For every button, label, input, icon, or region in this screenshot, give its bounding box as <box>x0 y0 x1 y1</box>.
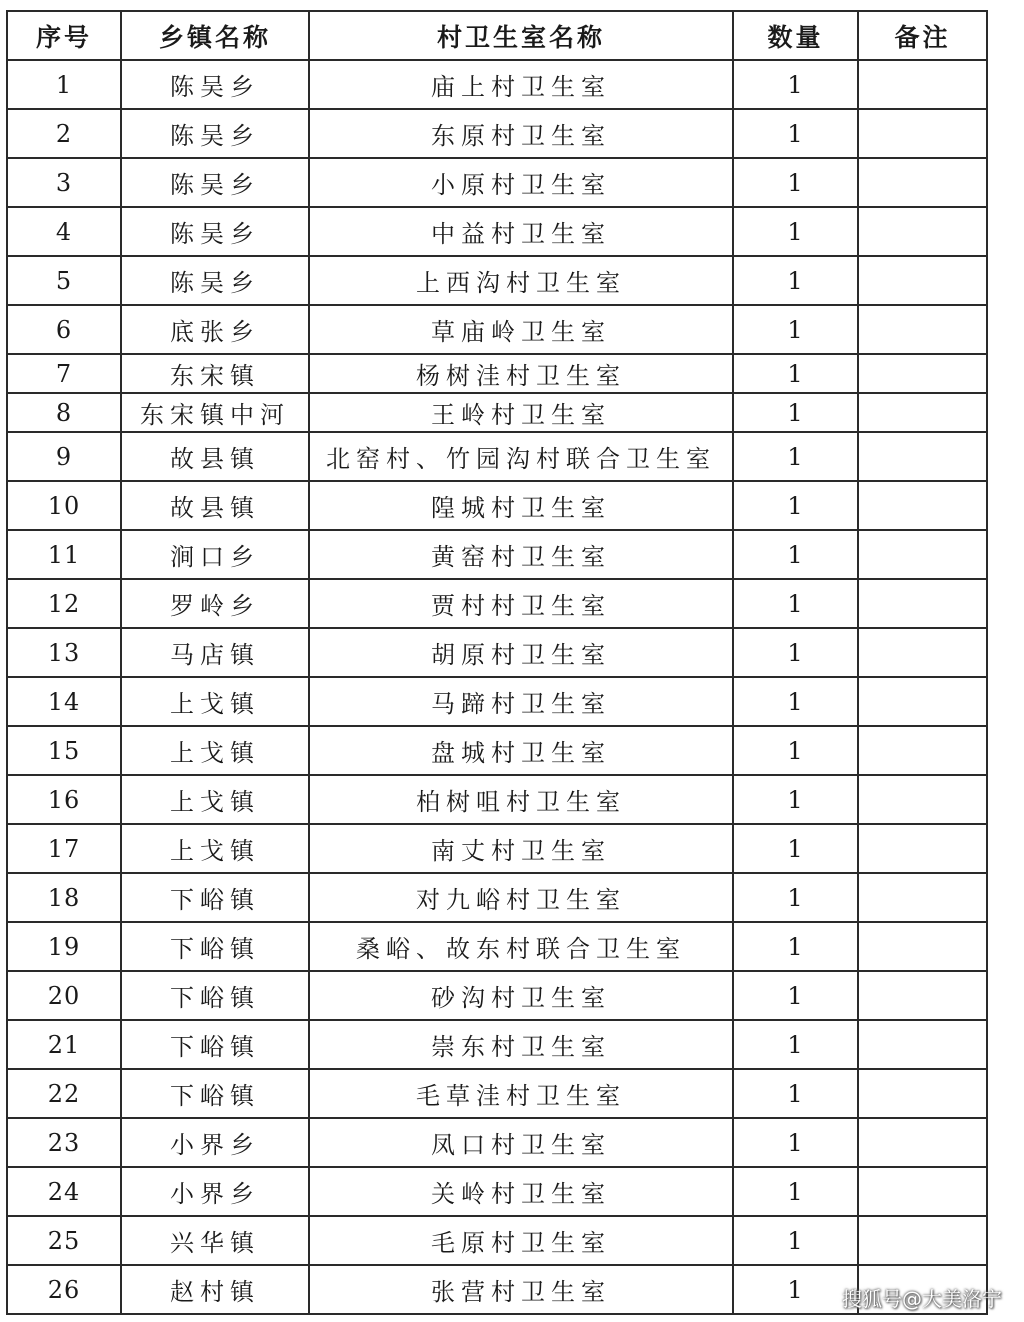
cell-serial: 24 <box>7 1167 121 1216</box>
cell-quantity: 1 <box>733 873 858 922</box>
header-clinic: 村卫生室名称 <box>309 11 733 60</box>
cell-town: 上戈镇 <box>121 775 309 824</box>
cell-note <box>858 628 987 677</box>
table-row <box>7 726 987 775</box>
table-row <box>7 677 987 726</box>
cell-serial: 20 <box>7 971 121 1020</box>
cell-quantity: 1 <box>733 726 858 775</box>
table-row <box>7 579 987 628</box>
table-row <box>7 207 987 256</box>
cell-clinic: 庙上村卫生室 <box>309 60 733 109</box>
cell-town: 下峪镇 <box>121 971 309 1020</box>
cell-quantity: 1 <box>733 1118 858 1167</box>
cell-clinic: 南丈村卫生室 <box>309 824 733 873</box>
cell-clinic: 柏树咀村卫生室 <box>309 775 733 824</box>
table-row <box>7 824 987 873</box>
table-row <box>7 60 987 109</box>
cell-clinic: 张营村卫生室 <box>309 1265 733 1314</box>
cell-note <box>858 726 987 775</box>
cell-serial: 17 <box>7 824 121 873</box>
cell-serial: 14 <box>7 677 121 726</box>
table-row <box>7 256 987 305</box>
table-row <box>7 1265 987 1314</box>
cell-quantity: 1 <box>733 109 858 158</box>
table-row <box>7 922 987 971</box>
cell-quantity: 1 <box>733 775 858 824</box>
cell-town: 下峪镇 <box>121 922 309 971</box>
table-row <box>7 1216 987 1265</box>
cell-town: 陈吴乡 <box>121 60 309 109</box>
cell-note <box>858 922 987 971</box>
cell-note <box>858 1118 987 1167</box>
cell-note <box>858 824 987 873</box>
clinic-table <box>6 10 988 1315</box>
cell-quantity: 1 <box>733 971 858 1020</box>
cell-note <box>858 481 987 530</box>
table-row <box>7 1118 987 1167</box>
cell-clinic: 小原村卫生室 <box>309 158 733 207</box>
cell-serial: 26 <box>7 1265 121 1314</box>
cell-serial: 12 <box>7 579 121 628</box>
cell-note <box>858 256 987 305</box>
cell-serial: 3 <box>7 158 121 207</box>
cell-town: 罗岭乡 <box>121 579 309 628</box>
cell-note <box>858 677 987 726</box>
cell-town: 故县镇 <box>121 481 309 530</box>
cell-quantity: 1 <box>733 256 858 305</box>
cell-serial: 18 <box>7 873 121 922</box>
table-row <box>7 158 987 207</box>
cell-town: 东宋镇中河 <box>121 393 309 432</box>
cell-note <box>858 1069 987 1118</box>
cell-note <box>858 354 987 393</box>
cell-quantity: 1 <box>733 1020 858 1069</box>
cell-clinic: 隍城村卫生室 <box>309 481 733 530</box>
cell-clinic: 马蹄村卫生室 <box>309 677 733 726</box>
table-row <box>7 530 987 579</box>
cell-note <box>858 305 987 354</box>
cell-quantity: 1 <box>733 158 858 207</box>
cell-town: 上戈镇 <box>121 677 309 726</box>
table-row <box>7 1069 987 1118</box>
cell-serial: 13 <box>7 628 121 677</box>
header-quantity: 数量 <box>733 11 858 60</box>
cell-note <box>858 60 987 109</box>
cell-clinic: 杨树洼村卫生室 <box>309 354 733 393</box>
header-row <box>7 11 987 60</box>
cell-town: 上戈镇 <box>121 726 309 775</box>
cell-town: 陈吴乡 <box>121 158 309 207</box>
cell-serial: 1 <box>7 60 121 109</box>
cell-note <box>858 109 987 158</box>
table-row <box>7 1020 987 1069</box>
cell-serial: 22 <box>7 1069 121 1118</box>
cell-quantity: 1 <box>733 393 858 432</box>
cell-note <box>858 873 987 922</box>
table-row <box>7 873 987 922</box>
table-row <box>7 393 987 432</box>
cell-serial: 19 <box>7 922 121 971</box>
cell-town: 陈吴乡 <box>121 256 309 305</box>
cell-note <box>858 1167 987 1216</box>
cell-clinic: 毛原村卫生室 <box>309 1216 733 1265</box>
cell-quantity: 1 <box>733 677 858 726</box>
table-row <box>7 432 987 481</box>
cell-town: 小界乡 <box>121 1118 309 1167</box>
cell-quantity: 1 <box>733 305 858 354</box>
cell-town: 底张乡 <box>121 305 309 354</box>
table-row <box>7 481 987 530</box>
cell-clinic: 凤口村卫生室 <box>309 1118 733 1167</box>
cell-note <box>858 530 987 579</box>
cell-town: 陈吴乡 <box>121 109 309 158</box>
cell-quantity: 1 <box>733 354 858 393</box>
cell-serial: 2 <box>7 109 121 158</box>
cell-town: 马店镇 <box>121 628 309 677</box>
cell-quantity: 1 <box>733 1265 858 1314</box>
cell-note <box>858 1020 987 1069</box>
cell-serial: 9 <box>7 432 121 481</box>
cell-serial: 23 <box>7 1118 121 1167</box>
cell-town: 赵村镇 <box>121 1265 309 1314</box>
cell-clinic: 关岭村卫生室 <box>309 1167 733 1216</box>
cell-note <box>858 432 987 481</box>
cell-town: 兴华镇 <box>121 1216 309 1265</box>
cell-quantity: 1 <box>733 628 858 677</box>
header-serial: 序号 <box>7 11 121 60</box>
cell-quantity: 1 <box>733 207 858 256</box>
cell-quantity: 1 <box>733 481 858 530</box>
cell-serial: 11 <box>7 530 121 579</box>
cell-serial: 6 <box>7 305 121 354</box>
cell-town: 上戈镇 <box>121 824 309 873</box>
cell-clinic: 贾村村卫生室 <box>309 579 733 628</box>
cell-clinic: 中益村卫生室 <box>309 207 733 256</box>
cell-clinic: 毛草洼村卫生室 <box>309 1069 733 1118</box>
table-body <box>7 60 987 1314</box>
cell-note <box>858 579 987 628</box>
header-town: 乡镇名称 <box>121 11 309 60</box>
cell-clinic: 胡原村卫生室 <box>309 628 733 677</box>
table-row <box>7 305 987 354</box>
cell-town: 东宋镇 <box>121 354 309 393</box>
cell-clinic: 北窑村、竹园沟村联合卫生室 <box>309 432 733 481</box>
cell-quantity: 1 <box>733 1069 858 1118</box>
cell-clinic: 上西沟村卫生室 <box>309 256 733 305</box>
cell-town: 小界乡 <box>121 1167 309 1216</box>
cell-town: 故县镇 <box>121 432 309 481</box>
cell-serial: 8 <box>7 393 121 432</box>
cell-serial: 4 <box>7 207 121 256</box>
header-note: 备注 <box>858 11 987 60</box>
cell-clinic: 盘城村卫生室 <box>309 726 733 775</box>
cell-serial: 15 <box>7 726 121 775</box>
cell-quantity: 1 <box>733 530 858 579</box>
cell-quantity: 1 <box>733 1167 858 1216</box>
cell-note <box>858 393 987 432</box>
table-row <box>7 109 987 158</box>
cell-note <box>858 158 987 207</box>
cell-quantity: 1 <box>733 60 858 109</box>
table-row <box>7 1167 987 1216</box>
table-row <box>7 354 987 393</box>
table-row <box>7 775 987 824</box>
cell-serial: 5 <box>7 256 121 305</box>
cell-town: 陈吴乡 <box>121 207 309 256</box>
cell-quantity: 1 <box>733 1216 858 1265</box>
cell-note <box>858 775 987 824</box>
cell-note <box>858 207 987 256</box>
cell-clinic: 黄窑村卫生室 <box>309 530 733 579</box>
cell-town: 涧口乡 <box>121 530 309 579</box>
cell-serial: 21 <box>7 1020 121 1069</box>
cell-town: 下峪镇 <box>121 873 309 922</box>
cell-note <box>858 1216 987 1265</box>
cell-clinic: 王岭村卫生室 <box>309 393 733 432</box>
cell-quantity: 1 <box>733 579 858 628</box>
cell-serial: 16 <box>7 775 121 824</box>
cell-serial: 7 <box>7 354 121 393</box>
cell-clinic: 砂沟村卫生室 <box>309 971 733 1020</box>
cell-note <box>858 971 987 1020</box>
cell-clinic: 对九峪村卫生室 <box>309 873 733 922</box>
cell-clinic: 桑峪、故东村联合卫生室 <box>309 922 733 971</box>
cell-town: 下峪镇 <box>121 1020 309 1069</box>
cell-quantity: 1 <box>733 824 858 873</box>
cell-town: 下峪镇 <box>121 1069 309 1118</box>
cell-quantity: 1 <box>733 432 858 481</box>
cell-quantity: 1 <box>733 922 858 971</box>
table-row <box>7 971 987 1020</box>
cell-clinic: 草庙岭卫生室 <box>309 305 733 354</box>
cell-serial: 25 <box>7 1216 121 1265</box>
watermark: 搜狐号@大美洛宁 <box>842 1287 1002 1311</box>
table-row <box>7 628 987 677</box>
cell-clinic: 崇东村卫生室 <box>309 1020 733 1069</box>
cell-serial: 10 <box>7 481 121 530</box>
cell-clinic: 东原村卫生室 <box>309 109 733 158</box>
